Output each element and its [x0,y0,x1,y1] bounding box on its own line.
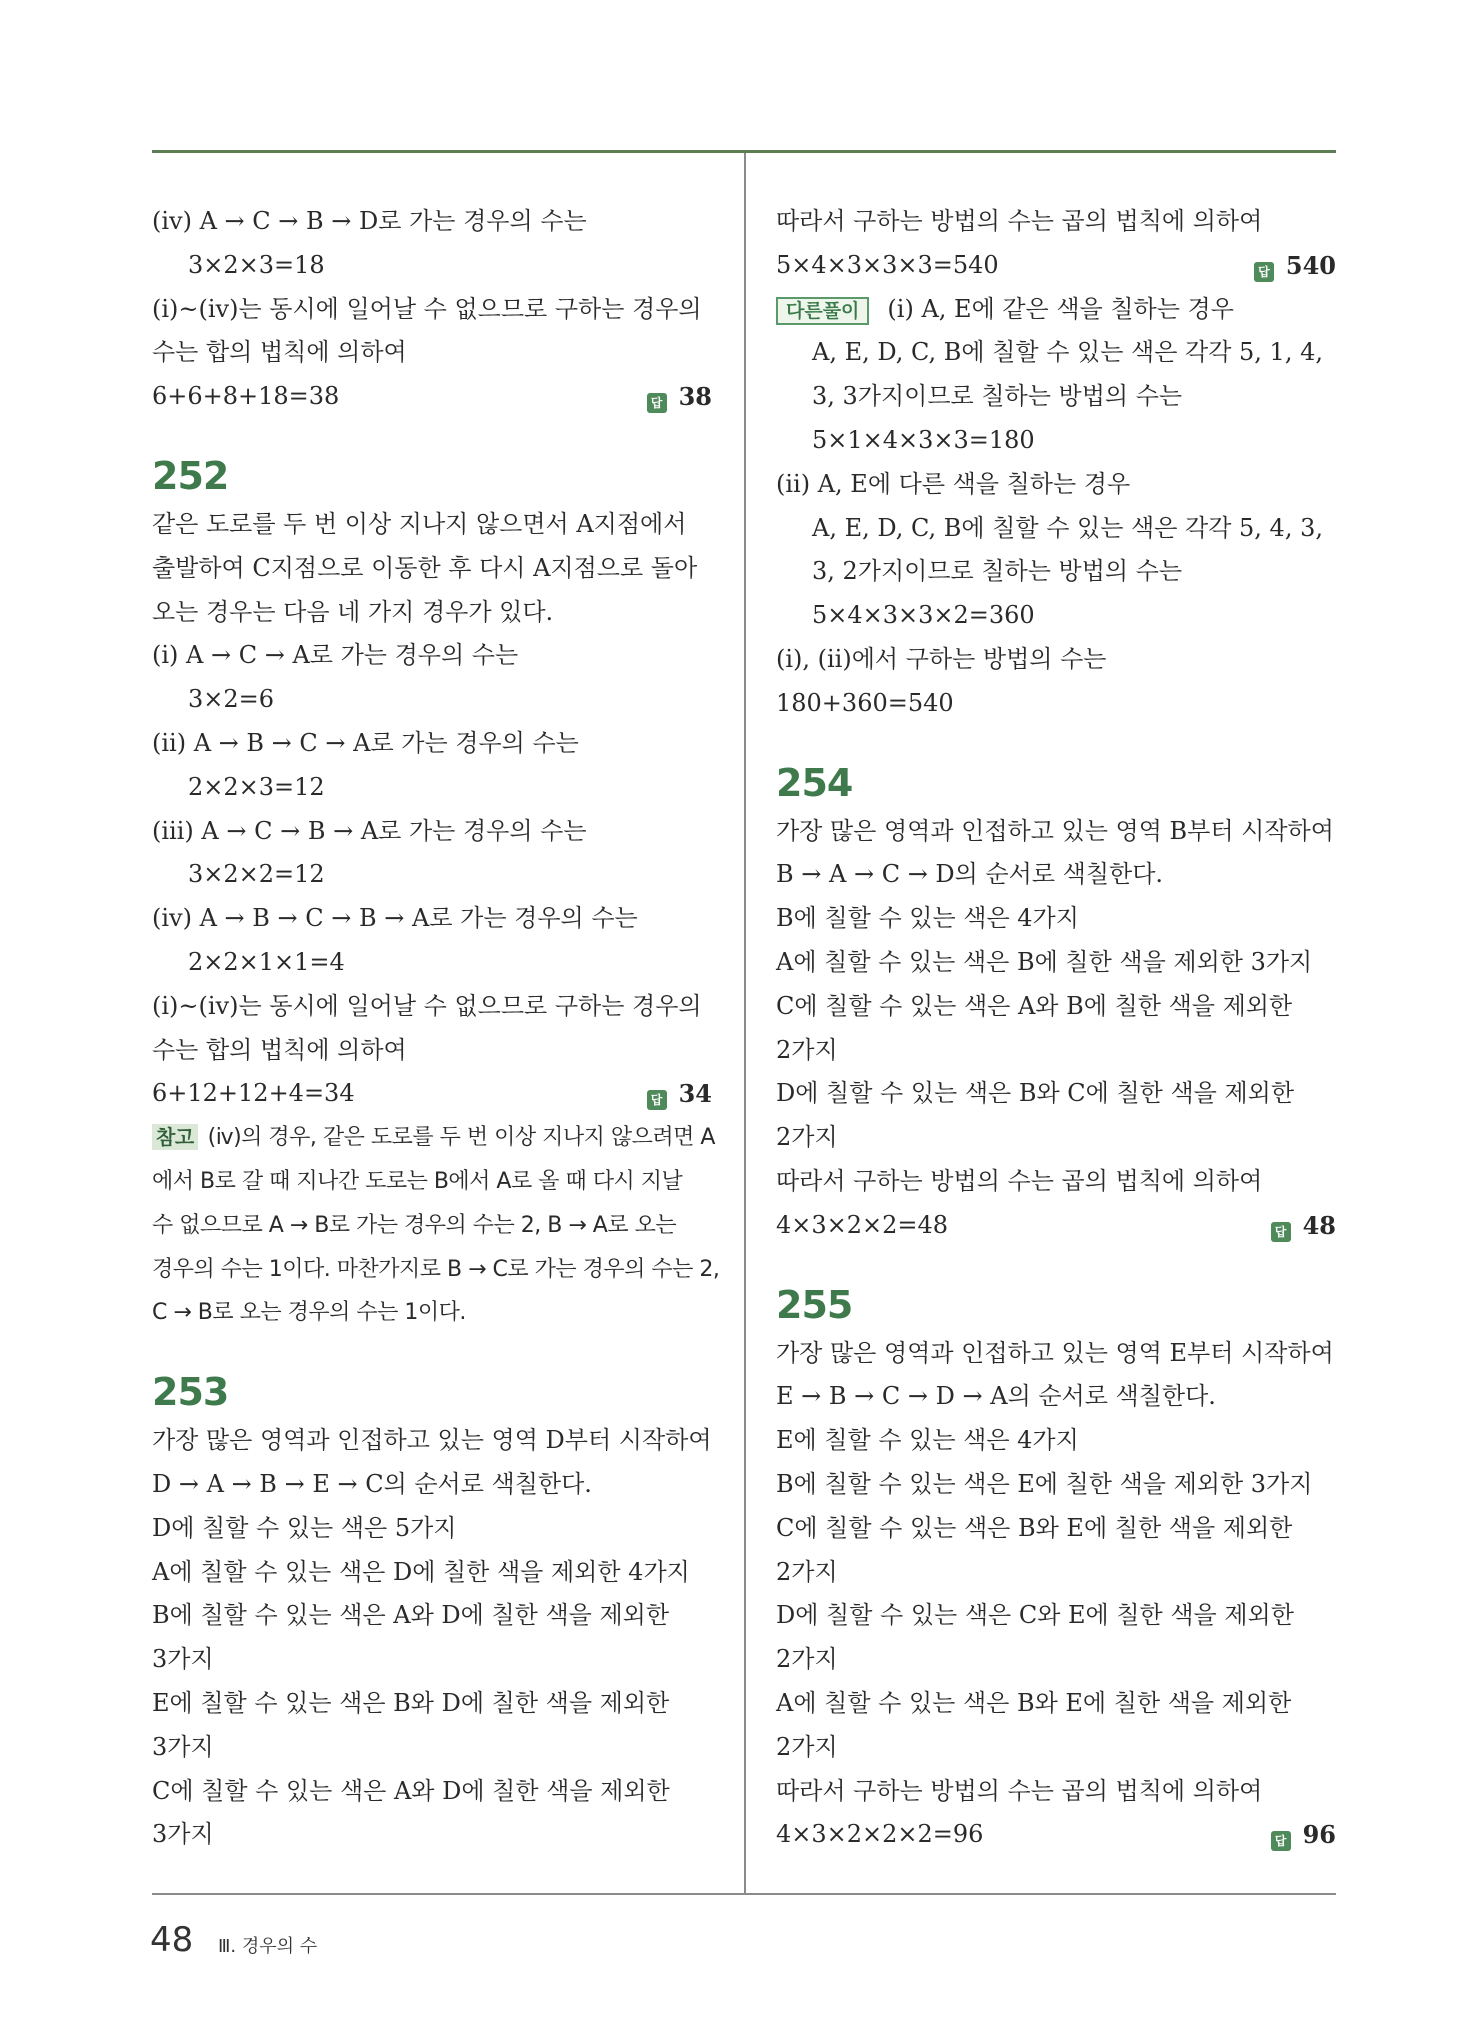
equation-line: 2×2×3=12 [188,772,325,801]
result-equation: 5×4×3×3×3=540 [776,250,999,279]
answer-icon: 답 [1254,262,1274,282]
alternate-text: (ⅰ) A, E에 같은 색을 칠하는 경우 [887,294,1234,323]
solution-253 [152,1365,712,1857]
text-line: 가장 많은 영역과 인접하고 있는 영역 D부터 시작하여 [152,1426,712,1455]
text-line: A, E, D, C, B에 칠할 수 있는 색은 각각 5, 1, 4, [812,338,1323,367]
text-line: D에 칠할 수 있는 색은 B와 C에 칠한 색을 제외한 [776,1079,1295,1108]
text-line: 가장 많은 영역과 인접하고 있는 영역 B부터 시작하여 [776,816,1334,845]
text-line: (ⅱ) A → B → C → A로 가는 경우의 수는 [152,728,579,757]
text-line: (ⅱ) A, E에 다른 색을 칠하는 경우 [776,469,1131,498]
answer-value: 96 [1302,1820,1336,1850]
text-line: 2가지 [776,1557,838,1586]
answer [1271,1813,1336,1857]
text-line: 따라서 구하는 방법의 수는 곱의 법칙에 의하여 [776,1166,1263,1195]
text-line: 3, 2가지이므로 칠하는 방법의 수는 [812,557,1183,586]
problem-number: 252 [152,453,229,498]
solution-253-tail [776,200,1336,726]
answer-icon: 답 [647,393,667,413]
alternate-solution-line [776,288,1336,332]
problem-number: 253 [152,1370,229,1415]
text-line: 따라서 구하는 방법의 수는 곱의 법칙에 의하여 [776,207,1263,235]
solution-252 [152,449,720,1335]
text-line: 3가지 [152,1732,214,1761]
text-line: 오는 경우는 다음 네 가지 경우가 있다. [152,597,554,626]
text-line: B에 칠할 수 있는 색은 A와 D에 칠한 색을 제외한 [152,1601,669,1630]
answer-icon: 답 [647,1090,667,1110]
text-line: (ⅳ) A → B → C → B → A로 가는 경우의 수는 [152,904,638,933]
note-text: (ⅳ)의 경우, 같은 도로를 두 번 이상 지나지 않으려면 A [207,1125,715,1151]
text-line: E → B → C → D → A의 순서로 색칠한다. [776,1382,1216,1411]
text-line: A에 칠할 수 있는 색은 D에 칠한 색을 제외한 4가지 [152,1557,690,1586]
text-line: D에 칠할 수 있는 색은 5가지 [152,1513,457,1542]
equation-line: 5×4×3×3×2=360 [812,601,1035,630]
answer [1254,244,1336,288]
text-line: 가장 많은 영역과 인접하고 있는 영역 E부터 시작하여 [776,1338,1334,1367]
chapter-label: Ⅲ. 경우의 수 [218,1936,318,1957]
text-line: C에 칠할 수 있는 색은 B와 E에 칠한 색을 제외한 [776,1513,1293,1542]
text-line: D → A → B → E → C의 순서로 색칠한다. [152,1469,592,1498]
equation-line: 3×2×3=18 [188,250,325,279]
solution-255 [776,1278,1336,1858]
equation-line: 2×2×1×1=4 [188,947,345,976]
text-line: 따라서 구하는 방법의 수는 곱의 법칙에 의하여 [776,1776,1263,1805]
equation-line: 3×2×2=12 [188,860,325,889]
text-line: (ⅰ)~(ⅳ)는 동시에 일어날 수 없으므로 구하는 경우의 [152,991,702,1020]
answer-value: 48 [1302,1210,1336,1240]
text-line: C에 칠할 수 있는 색은 A와 B에 칠한 색을 제외한 [776,991,1293,1020]
result-line [152,375,712,419]
result-equation: 4×3×2×2=48 [776,1210,949,1239]
solution-254 [776,756,1336,1248]
text-line: E에 칠할 수 있는 색은 B와 D에 칠한 색을 제외한 [152,1688,670,1717]
alternate-solution-tag: 다른풀이 [776,297,869,325]
answer-icon: 답 [1271,1222,1291,1242]
equation-line: 180+360=540 [776,688,954,717]
answer-value: 540 [1285,250,1336,280]
text-line: 수는 합의 법칙에 의하여 [152,338,407,367]
column-divider [744,153,746,1893]
equation-line: 5×1×4×3×3=180 [812,425,1035,454]
right-column [776,200,1336,1857]
text-line: 같은 도로를 두 번 이상 지나지 않으면서 A지점에서 [152,509,687,538]
text-line: (ⅰ) A → C → A로 가는 경우의 수는 [152,641,519,670]
text-line: 2가지 [776,1123,838,1152]
note-line: 에서 B로 갈 때 지나간 도로는 B에서 A로 올 때 다시 지날 [152,1168,683,1194]
text-line: 출발하여 C지점으로 이동한 후 다시 A지점으로 돌아 [152,553,698,582]
text-line: E에 칠할 수 있는 색은 4가지 [776,1426,1079,1455]
text-line: 2가지 [776,1645,838,1674]
result-line [152,1072,712,1116]
text-line: B에 칠할 수 있는 색은 4가지 [776,904,1079,933]
text-line: A에 칠할 수 있는 색은 B와 E에 칠한 색을 제외한 [776,1688,1292,1717]
solution-251-tail [152,200,712,419]
result-line [776,1204,1336,1248]
result-equation: 4×3×2×2×2=96 [776,1820,984,1849]
text-line: 2가지 [776,1035,838,1064]
text-line: (ⅰ)~(ⅳ)는 동시에 일어날 수 없으므로 구하는 경우의 [152,294,702,323]
note-line: 수 없으므로 A → B로 가는 경우의 수는 2, B → A로 오는 [152,1212,677,1238]
answer-value: 34 [678,1079,712,1109]
text-line: D에 칠할 수 있는 색은 C와 E에 칠한 색을 제외한 [776,1601,1294,1630]
text-line: (ⅲ) A → C → B → A로 가는 경우의 수는 [152,816,587,845]
text-line: 3, 3가지이므로 칠하는 방법의 수는 [812,382,1183,411]
text-line: 3가지 [152,1820,214,1849]
text-line: A에 칠할 수 있는 색은 B에 칠한 색을 제외한 3가지 [776,947,1313,976]
equation-line: 3×2=6 [188,685,275,714]
answer [647,375,712,419]
text-line: B → A → C → D의 순서로 색칠한다. [776,860,1164,889]
answer-value: 38 [678,382,712,412]
result-line [776,1813,1336,1857]
text-line: A, E, D, C, B에 칠할 수 있는 색은 각각 5, 4, 3, [812,513,1323,542]
text-line: 3가지 [152,1645,214,1674]
answer-icon: 답 [1271,1831,1291,1851]
note-line [152,1116,715,1160]
result-equation: 6+6+8+18=38 [152,382,340,411]
problem-number: 255 [776,1282,853,1327]
answer [1271,1204,1336,1248]
text-line: C에 칠할 수 있는 색은 A와 D에 칠한 색을 제외한 [152,1776,670,1805]
note-line: C → B로 오는 경우의 수는 1이다. [152,1300,466,1326]
text-line: (ⅳ) A → C → B → D로 가는 경우의 수는 [152,207,587,235]
text-line: (ⅰ), (ⅱ)에서 구하는 방법의 수는 [776,644,1107,673]
result-line [776,244,1336,288]
problem-number: 254 [776,760,853,805]
text-line: 수는 합의 법칙에 의하여 [152,1035,407,1064]
page-number: 48 [150,1920,194,1960]
left-column [152,200,720,1857]
bottom-rule [152,1893,1336,1895]
text-line: 2가지 [776,1732,838,1761]
note-tag: 참고 [152,1124,198,1150]
result-equation: 6+12+12+4=34 [152,1079,355,1108]
answer [647,1072,712,1116]
note-line: 경우의 수는 1이다. 마찬가지로 B → C로 가는 경우의 수는 2, [152,1256,720,1282]
text-line: B에 칠할 수 있는 색은 E에 칠한 색을 제외한 3가지 [776,1469,1313,1498]
